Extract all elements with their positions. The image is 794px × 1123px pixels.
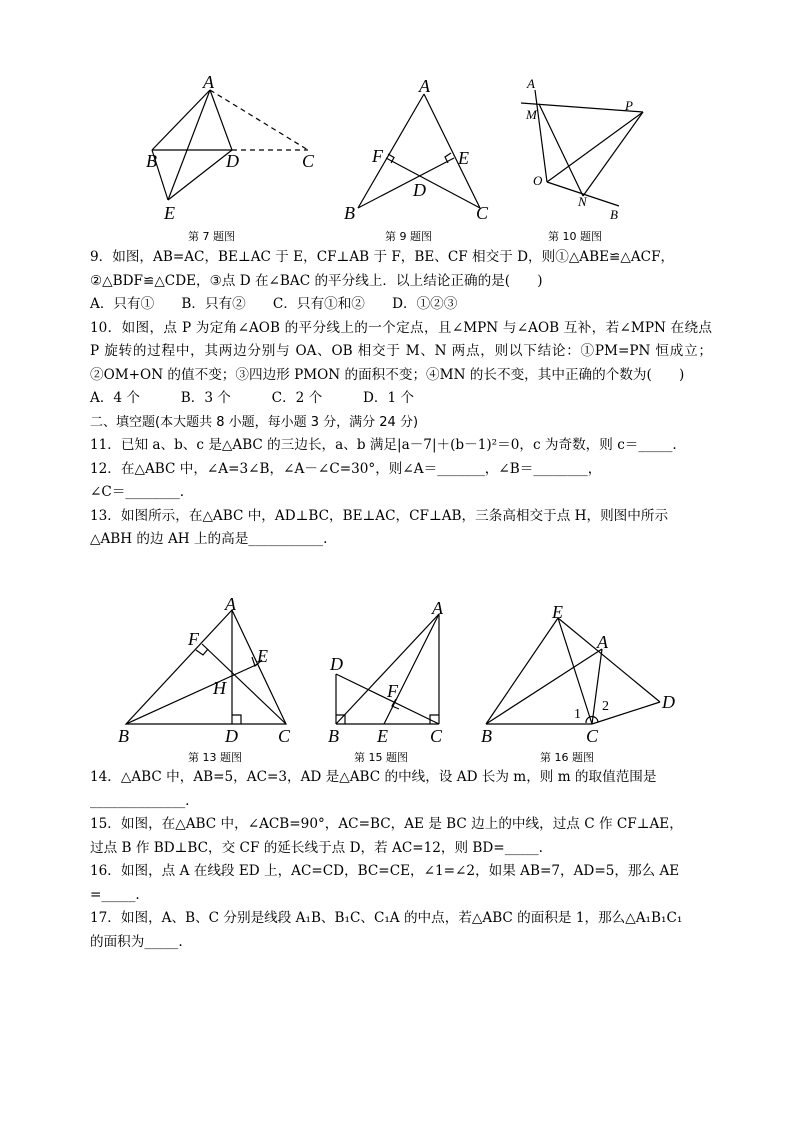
segment-AB	[336, 614, 439, 724]
label-D: D	[330, 654, 343, 674]
label-A: A	[419, 76, 430, 96]
label-A: A	[203, 72, 214, 92]
label-C: C	[302, 151, 315, 171]
q11: 11．已知 a、b、c 是△ABC 的三边长，a、b 满足|a－7|＋(b－1)²＝0，c 为奇数，则 c＝_____.	[90, 437, 677, 453]
label-D: D	[225, 726, 238, 746]
right-angle-D	[232, 715, 241, 724]
q15-line1: 15．如图，在△ABC 中，∠ACB=90°，AC=BC，AE 是 BC 边上的中线，过点 C 作 CF⊥AE，	[90, 816, 683, 832]
caption-fig10: 第 10 题图	[548, 230, 602, 243]
figure-13	[112, 596, 302, 746]
label-N: N	[578, 194, 587, 209]
q10-text: 10．如图，点 P 为定角∠AOB 的平分线上的一个定点，且∠MPN 与∠AOB 互补，若∠MPN 在绕点 P 旋转的过程中，其两边分别与 OA、OB 相交于 M、N 两点，则以下结论：①PM=PN 恒成立；②OM+ON 的值不变；③四边形 PMON 的面积不变；④MN 的长不变，其中正确的个数为( )	[90, 319, 712, 383]
q12-line1: 12．在△ABC 中，∠A=3∠B，∠A－∠C=30°，则∠A＝_______，∠B＝________，	[90, 460, 602, 477]
label-F: F	[188, 629, 199, 649]
label-H: H	[213, 678, 226, 698]
q12-line2: ∠C＝________.	[90, 484, 185, 500]
segment-AD	[210, 90, 232, 150]
question-block-lower	[90, 766, 712, 954]
label-E: E	[164, 203, 175, 223]
figure-10-diagram	[515, 72, 675, 222]
label-A: A	[527, 76, 535, 91]
label-D: D	[226, 151, 239, 171]
figure-7	[140, 72, 330, 222]
label-E: E	[458, 148, 469, 168]
figure-10	[515, 72, 675, 222]
segment-AC	[424, 94, 480, 208]
segment-AE	[384, 614, 439, 724]
q10-options: A．4 个 B．3 个 C．2 个 D．1 个	[90, 390, 415, 406]
figure-15-diagram	[326, 596, 456, 746]
label-F: F	[387, 681, 398, 701]
q15-line2: 过点 B 作 BD⊥BC，交 CF 的延长线于点 D，若 AC=12，则 BD=_____.	[90, 839, 544, 856]
triangle-ABC	[126, 610, 286, 724]
q9-line1: 9．如图，AB=AC，BE⊥AC 于 E，CF⊥AB 于 F，BE、CF 相交于 D，则①△ABE≌△ACF，	[90, 249, 675, 265]
segment-MN	[539, 104, 583, 196]
section-heading-fill-in: 二、填空题(本大题共 8 小题，每小题 3 分，满分 24 分)	[90, 414, 419, 430]
segment-OP	[547, 112, 643, 182]
caption-fig16: 第 16 题图	[540, 751, 594, 764]
segment-ED	[558, 618, 660, 702]
segment-EB	[486, 618, 558, 724]
label-E: E	[257, 646, 268, 666]
label-E: E	[552, 602, 563, 622]
figure-9	[340, 72, 500, 222]
q13-line1: 13．如图所示，在△ABC 中，AD⊥BC，BE⊥AC，CF⊥AB，三条高相交于点 H，则图中所示	[90, 507, 669, 524]
q14-line1: 14．△ABC 中，AB=5，AC=3，AD 是△ABC 的中线，设 AD 长为 m，则 m 的取值范围是	[90, 769, 657, 785]
figure-7-diagram	[140, 72, 330, 222]
label-P: P	[625, 98, 633, 113]
figure-15	[326, 596, 456, 746]
label-B: B	[146, 151, 157, 171]
segment-CA	[592, 649, 602, 724]
label-O: O	[533, 173, 543, 188]
dashed-AC	[210, 90, 308, 150]
q16-line1: 16．如图，点 A 在线段 ED 上，AC=CD，BC=CE，∠1=∠2，如果 AB=7，AD=5，那么 AE	[90, 863, 680, 879]
label-C: C	[430, 726, 443, 746]
question-block-upper	[90, 246, 712, 552]
label-B: B	[610, 207, 618, 222]
q9-line2: ②△BDF≌△CDE，③点 D 在∠BAC 的平分线上．以上结论正确的是( )	[90, 272, 543, 289]
label-D: D	[662, 692, 675, 712]
label-C: C	[278, 726, 291, 746]
segment-AB	[152, 90, 210, 150]
segment-NP	[583, 112, 643, 196]
figure-13-diagram	[112, 596, 302, 746]
caption-fig9: 第 9 题图	[385, 230, 432, 243]
figure-9-diagram	[340, 72, 500, 222]
right-angle-C	[430, 715, 439, 724]
label-angle-2: 2	[602, 699, 609, 714]
label-A: A	[597, 632, 608, 652]
q14-line2: ______________.	[90, 792, 190, 809]
q17-line2: 的面积为_____.	[90, 933, 183, 950]
label-F: F	[372, 146, 383, 166]
label-A: A	[225, 594, 236, 614]
q17-line1: 17．如图，A、B、C 分别是线段 A₁B、B₁C、C₁A 的中点，若△ABC 的面积是 1，那么△A₁B₁C₁	[90, 910, 683, 926]
label-B: B	[328, 726, 339, 746]
label-B: B	[344, 203, 355, 223]
label-M: M	[526, 107, 537, 122]
label-C: C	[476, 203, 489, 223]
figure-16	[476, 596, 686, 746]
label-A: A	[432, 598, 443, 618]
label-E: E	[377, 726, 388, 746]
label-D: D	[413, 180, 426, 200]
q16-line2: =_____.	[90, 886, 140, 903]
figure-16-diagram	[476, 596, 686, 746]
label-B: B	[481, 726, 492, 746]
right-angle-F	[196, 649, 208, 655]
caption-fig7: 第 7 题图	[188, 230, 235, 243]
caption-fig13: 第 13 题图	[188, 751, 242, 764]
caption-fig15: 第 15 题图	[354, 751, 408, 764]
q9-options: A．只有① B．只有② C．只有①和② D．①②③	[90, 296, 458, 312]
label-B: B	[118, 726, 129, 746]
label-C: C	[586, 726, 599, 746]
label-angle-1: 1	[574, 707, 581, 722]
segment-BA	[486, 649, 602, 724]
q13-line2: △ABH 的边 AH 上的高是___________.	[90, 531, 328, 547]
